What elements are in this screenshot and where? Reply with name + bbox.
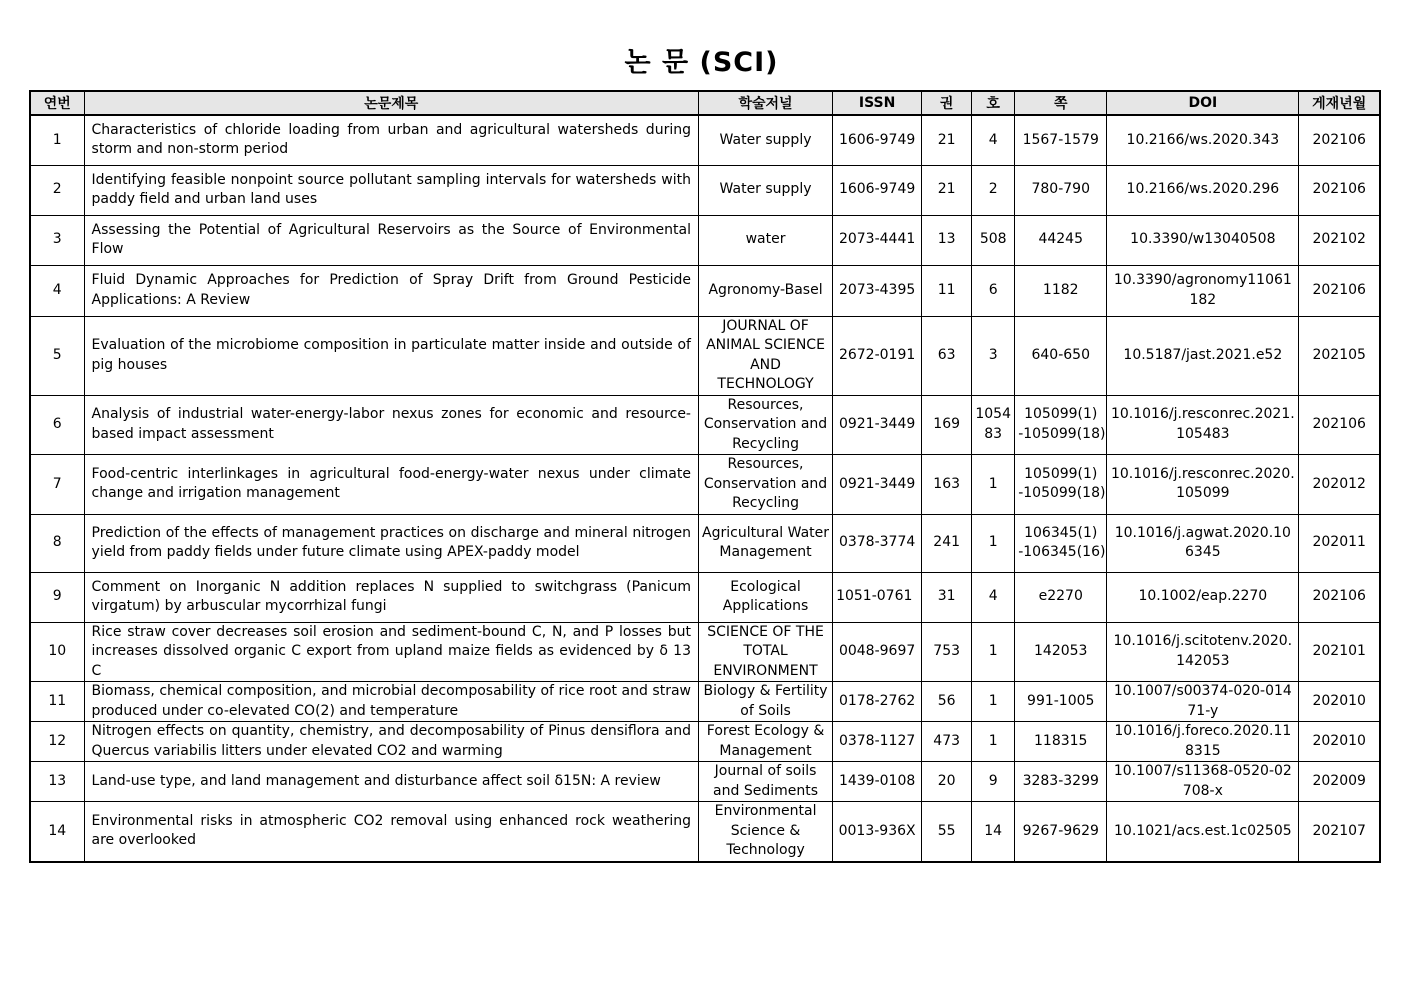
header-journal: 학술저널 (698, 91, 832, 115)
cell-no: 8 (30, 514, 84, 572)
cell-journal: Water supply (698, 165, 832, 215)
cell-journal: SCIENCE OF THE TOTAL ENVIRONMENT (698, 622, 832, 682)
cell-no: 5 (30, 316, 84, 395)
table-row (30, 316, 1380, 395)
cell-journal: Forest Ecology & Management (698, 722, 832, 762)
cell-pages: 44245 (1015, 215, 1107, 265)
cell-pages: 1567-1579 (1015, 115, 1107, 165)
table-row (30, 514, 1380, 572)
table-row (30, 115, 1380, 165)
header-volume: 권 (922, 91, 972, 115)
table-header-row (30, 91, 1380, 115)
cell-issn: 0048-9697 (833, 622, 922, 682)
cell-title: Food-centric interlinkages in agricultural food-energy-water nexus under climate change and irrigation management (84, 455, 698, 515)
table-row (30, 572, 1380, 622)
cell-title: Environmental risks in atmospheric CO2 removal using enhanced rock weathering are overlooked (84, 802, 698, 862)
cell-issue: 2 (972, 165, 1015, 215)
cell-no: 10 (30, 622, 84, 682)
cell-issue: 1 (972, 682, 1015, 722)
cell-pages: 991-1005 (1015, 682, 1107, 722)
cell-date: 202107 (1299, 802, 1380, 862)
cell-doi: 10.1016/j.resconrec.2021.105483 (1107, 395, 1299, 455)
cell-journal: Agronomy-Basel (698, 265, 832, 316)
cell-issn: 0378-3774 (833, 514, 922, 572)
cell-doi: 10.1016/j.agwat.2020.106345 (1107, 514, 1299, 572)
cell-issue: 9 (972, 762, 1015, 802)
cell-issue: 6 (972, 265, 1015, 316)
cell-issn: 0921-3449 (833, 455, 922, 515)
cell-volume: 473 (922, 722, 972, 762)
header-issue: 호 (972, 91, 1015, 115)
cell-issn: 1439-0108 (833, 762, 922, 802)
table-row (30, 265, 1380, 316)
cell-issue: 508 (972, 215, 1015, 265)
cell-title: Nitrogen effects on quantity, chemistry, and decomposability of Pinus densiflora and Quercus variabilis litters under elevated CO2 and warming (84, 722, 698, 762)
cell-title: Fluid Dynamic Approaches for Prediction of Spray Drift from Ground Pesticide Applications: A Review (84, 265, 698, 316)
cell-pages: 780-790 (1015, 165, 1107, 215)
table-row (30, 215, 1380, 265)
cell-doi: 10.1016/j.foreco.2020.118315 (1107, 722, 1299, 762)
cell-pages: e2270 (1015, 572, 1107, 622)
cell-title: Prediction of the effects of management practices on discharge and mineral nitrogen yield from paddy fields under future climate using APEX-paddy model (84, 514, 698, 572)
cell-volume: 20 (922, 762, 972, 802)
cell-doi: 10.1021/acs.est.1c02505 (1107, 802, 1299, 862)
cell-no: 13 (30, 762, 84, 802)
cell-journal: Journal of soils and Sediments (698, 762, 832, 802)
cell-no: 4 (30, 265, 84, 316)
cell-pages: 3283-3299 (1015, 762, 1107, 802)
cell-pages: 105099(1) -105099(18) (1015, 455, 1107, 515)
cell-no: 1 (30, 115, 84, 165)
cell-volume: 13 (922, 215, 972, 265)
cell-title: Comment on Inorganic N addition replaces N supplied to switchgrass (Panicum virgatum) by arbuscular mycorrhizal fungi (84, 572, 698, 622)
cell-no: 9 (30, 572, 84, 622)
cell-volume: 55 (922, 802, 972, 862)
cell-date: 202105 (1299, 316, 1380, 395)
cell-volume: 21 (922, 165, 972, 215)
cell-issn: 1606-9749 (833, 115, 922, 165)
cell-no: 6 (30, 395, 84, 455)
cell-pages: 106345(1) -106345(16) (1015, 514, 1107, 572)
cell-no: 7 (30, 455, 84, 515)
cell-pages: 142053 (1015, 622, 1107, 682)
cell-issn: 0178-2762 (833, 682, 922, 722)
cell-pages: 118315 (1015, 722, 1107, 762)
cell-issue: 4 (972, 115, 1015, 165)
cell-issue: 4 (972, 572, 1015, 622)
cell-title: Identifying feasible nonpoint source pollutant sampling intervals for watersheds with paddy field and urban land uses (84, 165, 698, 215)
table-row (30, 722, 1380, 762)
cell-title: Land-use type, and land management and disturbance affect soil δ15N: A review (84, 762, 698, 802)
cell-pages: 9267-9629 (1015, 802, 1107, 862)
cell-volume: 11 (922, 265, 972, 316)
cell-date: 202106 (1299, 572, 1380, 622)
cell-no: 3 (30, 215, 84, 265)
cell-date: 202106 (1299, 165, 1380, 215)
cell-title: Biomass, chemical composition, and microbial decomposability of rice root and straw produced under co-elevated CO(2) and temperature (84, 682, 698, 722)
cell-journal: Resources, Conservation and Recycling (698, 395, 832, 455)
cell-journal: Water supply (698, 115, 832, 165)
cell-issn: 1051-0761 (833, 572, 922, 622)
cell-date: 202106 (1299, 115, 1380, 165)
header-issn: ISSN (833, 91, 922, 115)
cell-doi: 10.1007/s00374-020-01471-y (1107, 682, 1299, 722)
cell-journal: water (698, 215, 832, 265)
cell-date: 202106 (1299, 395, 1380, 455)
cell-title: Evaluation of the microbiome composition in particulate matter inside and outside of pig houses (84, 316, 698, 395)
cell-pages: 1182 (1015, 265, 1107, 316)
cell-pages: 640-650 (1015, 316, 1107, 395)
cell-date: 202009 (1299, 762, 1380, 802)
table-row (30, 762, 1380, 802)
cell-issn: 0378-1127 (833, 722, 922, 762)
cell-doi: 10.3390/w13040508 (1107, 215, 1299, 265)
header-title: 논문제목 (84, 91, 698, 115)
cell-journal: Environmental Science & Technology (698, 802, 832, 862)
cell-title: Rice straw cover decreases soil erosion and sediment-bound C, N, and P losses but increases dissolved organic C export from upland maize fields as evidenced by δ 13 C (84, 622, 698, 682)
cell-volume: 753 (922, 622, 972, 682)
cell-date: 202101 (1299, 622, 1380, 682)
cell-title: Assessing the Potential of Agricultural Reservoirs as the Source of Environmental Flow (84, 215, 698, 265)
cell-issue: 14 (972, 802, 1015, 862)
cell-pages: 105099(1) -105099(18) (1015, 395, 1107, 455)
cell-doi: 10.1002/eap.2270 (1107, 572, 1299, 622)
cell-volume: 241 (922, 514, 972, 572)
cell-issue: 3 (972, 316, 1015, 395)
cell-issn: 0921-3449 (833, 395, 922, 455)
cell-issue: 1 (972, 722, 1015, 762)
header-date: 게재년월 (1299, 91, 1380, 115)
cell-journal: Resources, Conservation and Recycling (698, 455, 832, 515)
table-row (30, 682, 1380, 722)
table-row (30, 395, 1380, 455)
cell-date: 202012 (1299, 455, 1380, 515)
table-row (30, 165, 1380, 215)
header-no: 연번 (30, 91, 84, 115)
cell-no: 2 (30, 165, 84, 215)
cell-doi: 10.1016/j.resconrec.2020.105099 (1107, 455, 1299, 515)
sci-papers-table (29, 90, 1381, 863)
cell-volume: 163 (922, 455, 972, 515)
header-doi: DOI (1107, 91, 1299, 115)
cell-title: Characteristics of chloride loading from urban and agricultural watersheds during storm and non-storm period (84, 115, 698, 165)
cell-no: 11 (30, 682, 84, 722)
cell-issn: 2073-4441 (833, 215, 922, 265)
table-row (30, 802, 1380, 862)
cell-issue: 1 (972, 514, 1015, 572)
cell-doi: 10.2166/ws.2020.296 (1107, 165, 1299, 215)
cell-doi: 10.1016/j.scitotenv.2020.142053 (1107, 622, 1299, 682)
cell-issn: 2672-0191 (833, 316, 922, 395)
cell-no: 14 (30, 802, 84, 862)
cell-issn: 2073-4395 (833, 265, 922, 316)
cell-journal: Biology & Fertility of Soils (698, 682, 832, 722)
cell-doi: 10.5187/jast.2021.e52 (1107, 316, 1299, 395)
cell-issue: 1 (972, 622, 1015, 682)
cell-issn: 0013-936X (833, 802, 922, 862)
cell-no: 12 (30, 722, 84, 762)
cell-date: 202010 (1299, 722, 1380, 762)
page-title: 논 문 (SCI) (624, 47, 779, 78)
table-row (30, 622, 1380, 682)
cell-volume: 21 (922, 115, 972, 165)
cell-journal: Agricultural Water Management (698, 514, 832, 572)
cell-doi: 10.1007/s11368-0520-02708-x (1107, 762, 1299, 802)
cell-issue: 105483 (972, 395, 1015, 455)
cell-issn: 1606-9749 (833, 165, 922, 215)
table-row (30, 455, 1380, 515)
header-pages: 쪽 (1015, 91, 1107, 115)
cell-doi: 10.2166/ws.2020.343 (1107, 115, 1299, 165)
cell-journal: JOURNAL OF ANIMAL SCIENCE AND TECHNOLOGY (698, 316, 832, 395)
cell-date: 202010 (1299, 682, 1380, 722)
cell-volume: 31 (922, 572, 972, 622)
cell-date: 202011 (1299, 514, 1380, 572)
cell-issue: 1 (972, 455, 1015, 515)
cell-volume: 169 (922, 395, 972, 455)
cell-doi: 10.3390/agronomy11061182 (1107, 265, 1299, 316)
cell-volume: 63 (922, 316, 972, 395)
cell-date: 202106 (1299, 265, 1380, 316)
cell-volume: 56 (922, 682, 972, 722)
cell-title: Analysis of industrial water-energy-labor nexus zones for economic and resource-based impact assessment (84, 395, 698, 455)
cell-journal: Ecological Applications (698, 572, 832, 622)
cell-date: 202102 (1299, 215, 1380, 265)
